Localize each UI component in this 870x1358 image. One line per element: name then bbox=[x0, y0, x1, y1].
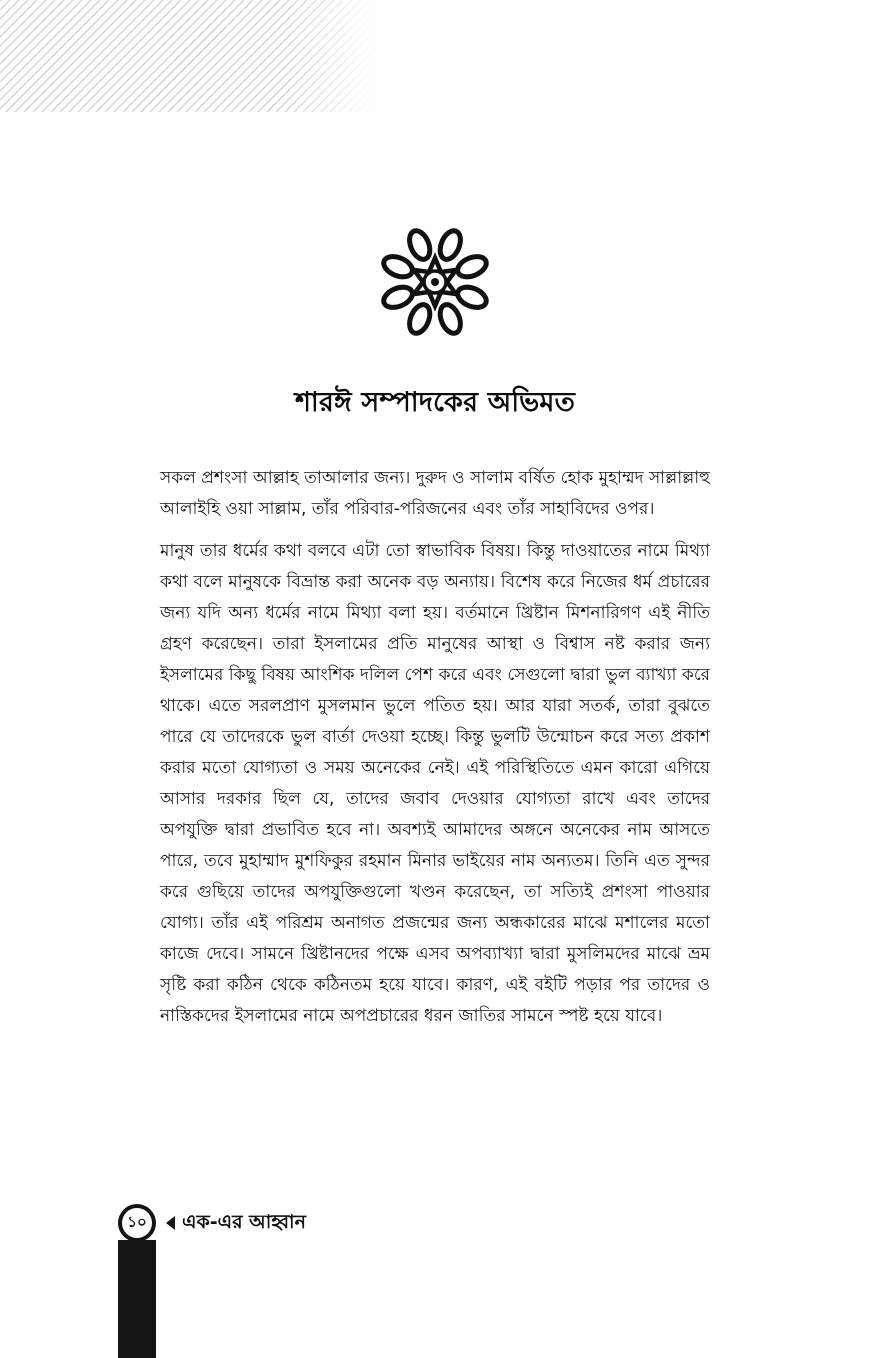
footer-bar bbox=[118, 1240, 156, 1358]
book-title: এক-এর আহ্বান bbox=[182, 1211, 306, 1233]
body-text bbox=[160, 463, 710, 1043]
paragraph: সকল প্রশংসা আল্লাহ তাআলার জন্য। দুরুদ ও সালাম বর্ষিত হোক মুহাম্মদ সাল্লাল্লাহু আলাইহি ওয়া সাল্লাম, তাঁর পরিবার-পরিজনের এবং তাঁর সাহাবিদের ওপর। bbox=[160, 468, 710, 519]
corner-hatch-decoration bbox=[0, 0, 380, 112]
page-number-badge bbox=[118, 1204, 156, 1242]
paragraph: মানুষ তার ধর্মের কথা বলবে এটা তো স্বাভাবিক বিষয়। কিন্তু দাওয়াতের নামে মিথ্যা কথা বলে মানুষকে বিভ্রান্ত করা অনেক বড় অন্যায়। বিশেষ করে নিজের ধর্ম প্রচারের জন্য যদি অন্য ধর্মের নামে মিথ্যা বলা হয়। বর্তমানে খ্রিষ্টান মিশনারিগণ এই নীতি গ্রহণ করেছেন। তারা ইসলামের প্রতি মানুষের আস্থা ও বিশ্বাস নষ্ট করার জন্য ইসলামের কিছু বিষয় আংশিক দলিল পেশ করে এবং সেগুলো দ্বারা ভুল ব্যাখ্যা করে থাকে। এতে সরলপ্রাণ মুসলমান ভুলে পতিত হয়। আর যারা সতর্ক, তারা বুঝতে পারে যে তাদেরকে ভুল বার্তা দেওয়া হচ্ছে। কিন্তু ভুলটি উন্মোচন করে সত্য প্রকাশ করার মতো যোগ্যতা ও সময় অনেকের নেই। এই পরিস্থিতিতে এমন কারো এগিয়ে আসার দরকার ছিল যে, তাদের জবাব দেওয়ার যোগ্যতা রাখে এবং তাদের অপযুক্তি দ্বারা প্রভাবিত হবে না। অবশ্যই আমাদের অঙ্গনে অনেকের নাম আসতে পারে, তবে মুহাম্মাদ মুশফিকুর রহমান মিনার ভাইয়ের নাম অন্যতম। তিনি এত সুন্দর করে গুছিয়ে তাদের অপযুক্তিগুলো খণ্ডন করেছেন, তা সত্যিই প্রশংসা পাওয়ার যোগ্য। তাঁর এই পরিশ্রম অনাগত প্রজন্মের জন্য অন্ধকারের মাঝে মশালের মতো কাজে দেবে। সামনে খ্রিষ্টানদের পক্ষে এসব অপব্যাখ্যা দ্বারা মুসলিমদের মাঝে ভ্রম সৃষ্টি করা কঠিন থেকে কঠিনতম হয়ে যাবে। কারণ, এই বইটি পড়ার পর তাদের ও নাস্তিকদের ইসলামের নামে অপপ্রচারের ধরন জাতির সামনে স্পষ্ট হয়ে যাবে। bbox=[160, 541, 710, 1026]
floral-ornament-icon bbox=[378, 224, 492, 340]
page-title: শারঈ সম্পাদকের অভিমত bbox=[294, 387, 576, 418]
triangle-left-icon bbox=[166, 1216, 175, 1230]
page-number: ১০ bbox=[122, 1208, 152, 1238]
